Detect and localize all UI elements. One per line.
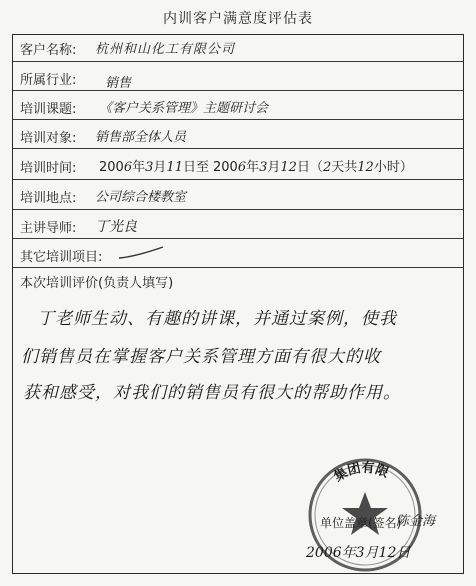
instructor-value: 丁光良 [95, 219, 137, 235]
industry-row [13, 62, 463, 91]
form-title: 内训客户满意度评估表 [163, 11, 313, 27]
topic-label: 培训课题: [20, 102, 77, 117]
evaluation-line-2: 们销售员在掌握客户关系管理方面有很大的收 [21, 347, 381, 367]
other-label: 其它培训项目: [20, 250, 103, 265]
client-row [13, 35, 463, 62]
audience-value: 销售部全体人员 [95, 130, 187, 145]
instructor-label: 主讲导师: [20, 221, 77, 236]
seal-partial-text: 集团有限 [331, 460, 391, 485]
audience-label: 培训对象: [20, 131, 77, 146]
signature: 陈金海 [396, 514, 436, 529]
sign-date: 2006年3月12日 [306, 545, 411, 561]
topic-value: 《客户关系管理》主题研讨会 [99, 101, 269, 116]
industry-value: 销售 [105, 76, 132, 91]
client-value: 杭州和山化工有限公司 [95, 42, 236, 57]
time-value: 2006年3月11日至 2006年3月12日（2天共12小时） [99, 160, 413, 175]
other-row [13, 239, 463, 268]
time-label: 培训时间: [20, 161, 77, 176]
time-row [13, 149, 463, 180]
industry-label: 所属行业: [20, 73, 77, 88]
instructor-row [13, 210, 463, 239]
evaluation-line-1: 丁老师生动、有趣的讲课，并通过案例，使我 [37, 309, 397, 329]
stamp-label: 单位盖章(签名) [320, 516, 402, 530]
evaluation-line-3: 获和感受，对我们的销售员有很大的帮助作用。 [23, 383, 401, 403]
audience-row [13, 120, 463, 149]
topic-row [13, 91, 463, 120]
location-label: 培训地点: [20, 191, 77, 206]
location-row [13, 180, 463, 210]
evaluation-label: 本次培训评价(负责人填写) [20, 276, 174, 291]
client-label: 客户名称: [20, 43, 77, 58]
location-value: 公司综合楼教室 [95, 190, 187, 205]
pen-stroke-mark [117, 245, 167, 261]
